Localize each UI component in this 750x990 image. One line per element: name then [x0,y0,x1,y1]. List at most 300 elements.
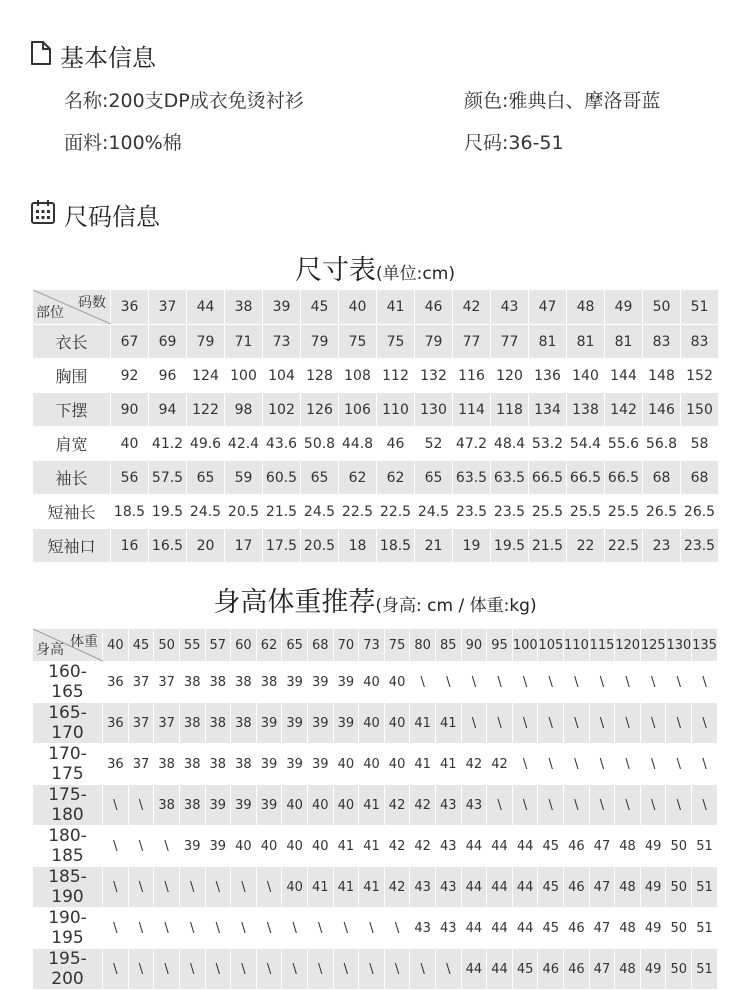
table-cell: 49 [640,908,666,949]
table-cell: 20 [187,529,225,563]
table-cell: \ [435,949,461,990]
table-cell: 66.5 [567,461,605,495]
table-cell: \ [615,785,641,826]
table-cell: 37 [128,744,154,785]
table-cell: 38 [256,662,282,703]
table-cell: \ [307,949,333,990]
table-cell: 50 [666,908,692,949]
table-cell: 47 [589,867,615,908]
column-header: 125 [640,629,666,662]
table-cell: 48 [615,908,641,949]
table-cell: 25.5 [605,495,643,529]
table-cell: \ [640,662,666,703]
table-cell: 16 [111,529,149,563]
table-cell: 38 [205,703,231,744]
corner-column-label: 体重 [70,634,99,650]
table-cell: 42 [384,826,410,867]
table-cell: 132 [415,359,453,393]
table-cell: 42 [461,744,487,785]
table-cell: 50.8 [301,427,339,461]
table-cell: 37 [154,662,180,703]
table-cell: \ [564,662,590,703]
table-cell: 45 [538,908,564,949]
table-cell: 81 [605,325,643,359]
table-cell: 51 [692,826,718,867]
table-cell: 51 [692,949,718,990]
table-cell: \ [154,949,180,990]
table-cell: 40 [307,785,333,826]
table-cell: 40 [384,662,410,703]
table-cell: \ [179,949,205,990]
table-cell: 41 [359,826,385,867]
table-cell: 66.5 [605,461,643,495]
table-cell: \ [205,949,231,990]
table-cell: \ [231,867,257,908]
table-cell: \ [666,744,692,785]
table-cell: 40 [256,826,282,867]
table-cell: 39 [307,744,333,785]
column-header: 115 [589,629,615,662]
table-cell: 38 [154,785,180,826]
table-cell: \ [615,703,641,744]
table-cell: \ [179,867,205,908]
column-header: 85 [435,629,461,662]
table-cell: 118 [491,393,529,427]
table-cell: 75 [339,325,377,359]
table-cell: 44 [512,867,538,908]
table-cell: 96 [149,359,187,393]
table-cell: \ [589,785,615,826]
table-row [33,495,719,529]
table-cell: 43 [435,785,461,826]
table-cell: \ [538,703,564,744]
table-cell: 47 [589,908,615,949]
table-row [33,529,719,563]
table-cell: 40 [282,867,308,908]
table-cell: 17 [225,529,263,563]
table-cell: 38 [205,744,231,785]
table-cell: \ [231,949,257,990]
table-cell: 23.5 [491,495,529,529]
column-header: 110 [564,629,590,662]
table-cell: 39 [179,826,205,867]
row-label: 180-185 [33,826,103,867]
row-label: 衣长 [33,325,111,359]
column-header: 51 [681,290,719,325]
table-cell: 38 [179,785,205,826]
table-cell: \ [589,744,615,785]
table-cell: 45 [538,867,564,908]
table-cell: 104 [263,359,301,393]
table-cell: \ [103,949,129,990]
table-row [33,908,718,949]
column-header: 135 [692,629,718,662]
table-cell: 49 [640,826,666,867]
column-header: 45 [128,629,154,662]
table-cell: \ [461,662,487,703]
column-header: 60 [231,629,257,662]
column-header: 40 [339,290,377,325]
table-cell: 42 [384,785,410,826]
table-cell: \ [589,662,615,703]
table-cell: 56 [111,461,149,495]
column-header: 47 [529,290,567,325]
table-cell: 73 [263,325,301,359]
table-cell: \ [103,908,129,949]
table-cell: \ [487,785,513,826]
table-cell: 140 [567,359,605,393]
table-cell: \ [128,867,154,908]
table-cell: 120 [491,359,529,393]
column-header: 95 [487,629,513,662]
row-label: 下摆 [33,393,111,427]
table-cell: 55.6 [605,427,643,461]
table-header-row [33,629,718,662]
row-label: 肩宽 [33,427,111,461]
table-cell: 40 [333,744,359,785]
table-cell: \ [359,949,385,990]
column-header: 55 [179,629,205,662]
table-cell: 42 [410,785,436,826]
table-cell: \ [128,908,154,949]
hw-table [32,628,718,990]
table-cell: 102 [263,393,301,427]
table-cell: \ [512,744,538,785]
table-cell: 39 [205,785,231,826]
table-cell: 42.4 [225,427,263,461]
table-cell: 62 [339,461,377,495]
table-cell: 46 [564,826,590,867]
table-corner-cell [33,290,111,325]
table-cell: 75 [377,325,415,359]
table-cell: \ [256,867,282,908]
table-cell: 38 [179,744,205,785]
column-header: 62 [256,629,282,662]
table-cell: 68 [681,461,719,495]
table-cell: 41 [307,867,333,908]
table-cell: 142 [605,393,643,427]
table-cell: 45 [512,949,538,990]
table-cell: 38 [231,662,257,703]
column-header: 48 [567,290,605,325]
table-cell: 41 [359,785,385,826]
table-cell: 22.5 [339,495,377,529]
table-cell: 65 [187,461,225,495]
table-cell: 59 [225,461,263,495]
table-cell: \ [692,744,718,785]
table-cell: 79 [301,325,339,359]
row-label: 胸围 [33,359,111,393]
table-cell: 144 [605,359,643,393]
table-cell: \ [231,908,257,949]
document-icon [30,40,60,72]
table-cell: \ [692,662,718,703]
table-cell: 18.5 [111,495,149,529]
table-cell: \ [487,662,513,703]
table-cell: 41 [333,867,359,908]
table-cell: 40 [282,826,308,867]
table-cell: 69 [149,325,187,359]
table-corner-cell [33,629,103,662]
table-cell: 108 [339,359,377,393]
table-cell: 51 [692,867,718,908]
table-cell: 148 [643,359,681,393]
row-label: 195-200 [33,949,103,990]
table-cell: 60.5 [263,461,301,495]
table-cell: 77 [491,325,529,359]
table-cell: \ [615,744,641,785]
table-cell: \ [692,703,718,744]
table-cell: 41 [410,744,436,785]
table-cell: 44.8 [339,427,377,461]
table-cell: \ [128,785,154,826]
table-cell: 124 [187,359,225,393]
table-cell: 17.5 [263,529,301,563]
size-info-heading [30,197,160,232]
table-cell: 47.2 [453,427,491,461]
table-cell: 122 [187,393,225,427]
table-cell: 42 [487,744,513,785]
table-cell: 44 [512,826,538,867]
table-cell: \ [128,949,154,990]
row-label: 袖长 [33,461,111,495]
table-cell: 57.5 [149,461,187,495]
table-cell: \ [384,949,410,990]
table-cell: 21.5 [529,529,567,563]
table-cell: 146 [643,393,681,427]
table-cell: 112 [377,359,415,393]
table-cell: 81 [529,325,567,359]
table-cell: 44 [461,949,487,990]
table-cell: \ [307,908,333,949]
table-cell: 44 [487,949,513,990]
table-row [33,393,719,427]
size-table-heading [0,248,750,287]
table-cell: 40 [359,703,385,744]
table-cell: \ [256,908,282,949]
column-header: 42 [453,290,491,325]
table-cell: 39 [256,703,282,744]
table-cell: 40 [231,826,257,867]
column-header: 100 [512,629,538,662]
table-cell: \ [103,826,129,867]
hw-table-heading [0,580,750,619]
table-cell: 79 [187,325,225,359]
table-cell: \ [666,785,692,826]
table-cell: 44 [487,826,513,867]
row-label: 160-165 [33,662,103,703]
table-cell: 24.5 [187,495,225,529]
table-row [33,703,718,744]
table-cell: 50 [666,949,692,990]
table-cell: 41 [333,826,359,867]
table-cell: 39 [282,744,308,785]
table-cell: 94 [149,393,187,427]
table-cell: \ [154,867,180,908]
hw-table-unit: (身高: cm / 体重:kg) [375,596,537,616]
table-cell: \ [564,785,590,826]
table-cell: 130 [415,393,453,427]
table-cell: 83 [681,325,719,359]
column-header: 50 [154,629,180,662]
table-row [33,826,718,867]
table-cell: 38 [179,703,205,744]
basic-info-title: 基本信息 [60,44,156,72]
column-header: 120 [615,629,641,662]
table-cell: \ [282,949,308,990]
calendar-icon [30,199,64,231]
row-label: 185-190 [33,867,103,908]
table-row [33,867,718,908]
table-cell: 36 [103,703,129,744]
size-table-title: 尺寸表 [295,255,377,286]
table-cell: 18.5 [377,529,415,563]
column-header: 68 [307,629,333,662]
row-label: 短袖长 [33,495,111,529]
table-cell: 39 [282,662,308,703]
table-cell: 50 [666,867,692,908]
table-cell: 39 [231,785,257,826]
table-cell: 41 [359,867,385,908]
table-cell: \ [666,662,692,703]
table-row [33,949,718,990]
table-cell: \ [461,703,487,744]
table-cell: \ [333,949,359,990]
table-cell: 152 [681,359,719,393]
row-label: 短袖口 [33,529,111,563]
table-cell: 114 [453,393,491,427]
table-cell: 40 [384,703,410,744]
table-cell: 18 [339,529,377,563]
table-cell: 40 [333,785,359,826]
table-cell: 39 [333,703,359,744]
column-header: 46 [415,290,453,325]
table-cell: \ [666,703,692,744]
table-cell: 98 [225,393,263,427]
table-cell: 40 [282,785,308,826]
table-cell: 26.5 [643,495,681,529]
table-cell: 48.4 [491,427,529,461]
table-cell: \ [154,908,180,949]
size-info-title: 尺码信息 [64,203,160,231]
column-header: 43 [491,290,529,325]
table-cell: 43 [461,785,487,826]
table-cell: 71 [225,325,263,359]
table-cell: \ [564,744,590,785]
table-cell: 54.4 [567,427,605,461]
table-cell: 37 [154,703,180,744]
table-cell: 44 [487,867,513,908]
table-cell: 52 [415,427,453,461]
table-cell: 25.5 [567,495,605,529]
table-cell: 65 [301,461,339,495]
table-cell: 50 [666,826,692,867]
table-cell: \ [512,662,538,703]
table-cell: 22 [567,529,605,563]
row-label: 170-175 [33,744,103,785]
table-cell: 116 [453,359,491,393]
table-cell: \ [640,744,666,785]
corner-column-label: 码数 [78,295,106,311]
table-cell: 100 [225,359,263,393]
table-cell: 46 [564,908,590,949]
table-row [33,461,719,495]
table-cell: 20.5 [301,529,339,563]
table-cell: 39 [256,785,282,826]
table-cell: \ [128,826,154,867]
table-cell: \ [615,662,641,703]
table-cell: 77 [453,325,491,359]
table-cell: \ [154,826,180,867]
table-cell: 38 [154,744,180,785]
table-cell: 83 [643,325,681,359]
table-cell: 43 [435,826,461,867]
table-cell: 44 [461,867,487,908]
table-cell: 41 [435,703,461,744]
table-cell: 38 [231,703,257,744]
table-cell: 21 [415,529,453,563]
table-cell: 44 [461,826,487,867]
table-cell: 63.5 [491,461,529,495]
column-header: 38 [225,290,263,325]
table-cell: 41 [435,744,461,785]
table-cell: \ [640,703,666,744]
table-cell: \ [640,785,666,826]
table-cell: 53.2 [529,427,567,461]
table-cell: 49 [640,949,666,990]
table-cell: 65 [415,461,453,495]
corner-row-label: 部位 [36,305,64,321]
table-cell: \ [256,949,282,990]
table-row [33,744,718,785]
table-cell: 79 [415,325,453,359]
table-cell: 58 [681,427,719,461]
product-size: 尺码:36-51 [464,132,564,154]
table-cell: 43.6 [263,427,301,461]
column-header: 80 [410,629,436,662]
table-cell: 44 [512,908,538,949]
column-header: 57 [205,629,231,662]
table-cell: 49 [640,867,666,908]
table-cell: 22.5 [605,529,643,563]
table-cell: 21.5 [263,495,301,529]
table-cell: 106 [339,393,377,427]
table-cell: 150 [681,393,719,427]
table-cell: \ [359,908,385,949]
table-cell: \ [538,662,564,703]
table-cell: 42 [384,867,410,908]
table-cell: 41.2 [149,427,187,461]
table-cell: \ [692,785,718,826]
table-cell: 39 [282,703,308,744]
column-header: 75 [384,629,410,662]
table-cell: \ [410,949,436,990]
product-name: 名称:200支DP成衣免烫衬衫 [64,90,304,112]
table-cell: 38 [179,662,205,703]
table-cell: 110 [377,393,415,427]
table-cell: \ [435,662,461,703]
table-cell: 19.5 [491,529,529,563]
table-cell: \ [589,703,615,744]
hw-table-title: 身高体重推荐 [213,587,376,618]
table-cell: \ [487,703,513,744]
column-header: 36 [111,290,149,325]
table-cell: 40 [111,427,149,461]
table-cell: \ [179,908,205,949]
table-cell: \ [282,908,308,949]
table-cell: 23 [643,529,681,563]
row-label: 190-195 [33,908,103,949]
